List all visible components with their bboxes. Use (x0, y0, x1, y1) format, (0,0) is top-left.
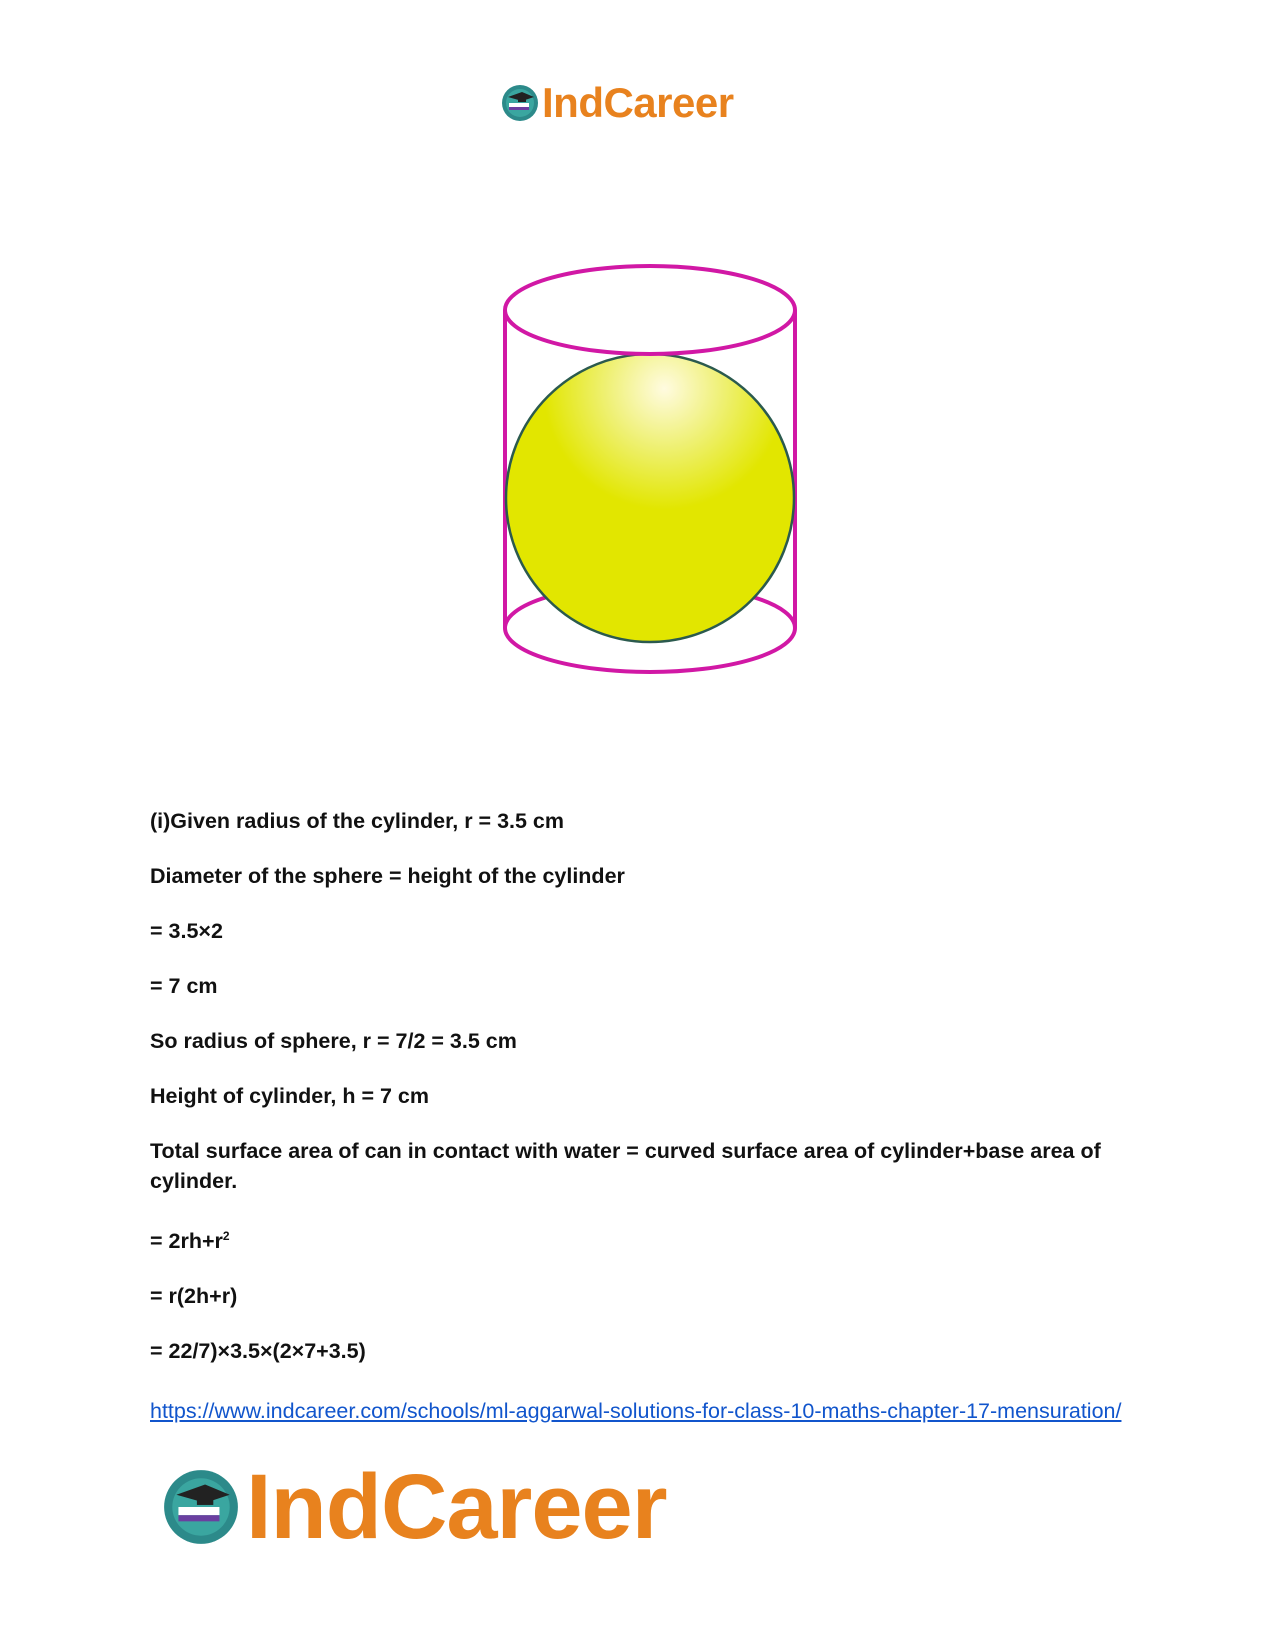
text-line: = 3.5×2 (150, 919, 223, 943)
text-line: = r(2h+r) (150, 1284, 238, 1308)
text-line: = 7 cm (150, 974, 218, 998)
indcareer-emblem-icon (500, 83, 540, 123)
header-logo (500, 80, 734, 126)
sphere (506, 354, 794, 642)
footer-logo-text: IndCareer (246, 1456, 667, 1558)
text-line: Height of cylinder, h = 7 cm (150, 1084, 429, 1108)
footer-logo (160, 1456, 667, 1558)
sphere-in-cylinder-figure (480, 262, 820, 712)
text-line: (i)Given radius of the cylinder, r = 3.5 cm (150, 809, 565, 833)
solution-text (150, 806, 1130, 1391)
indcareer-emblem-icon (160, 1466, 242, 1548)
source-link[interactable]: https://www.indcareer.com/schools/ml-aggarwal-solutions-for-class-10-maths-chapter-17-mensuration/ (150, 1399, 1122, 1423)
text-line: Diameter of the sphere = height of the cylinder (150, 864, 625, 888)
header-logo-text: IndCareer (542, 79, 734, 126)
formula-text: = 2rh+r (150, 1229, 223, 1253)
figure-svg (480, 262, 820, 712)
superscript: 2 (222, 1229, 230, 1243)
text-line: So radius of sphere, r = 7/2 = 3.5 cm (150, 1029, 517, 1053)
formula-line (150, 1221, 1130, 1256)
cylinder-top-ellipse (505, 266, 795, 354)
text-line: = 22/7)×3.5×(2×7+3.5) (150, 1339, 366, 1363)
text-line: Total surface area of can in contact with water = curved surface area of cylinder+base area of cylinder. (150, 1139, 1101, 1193)
